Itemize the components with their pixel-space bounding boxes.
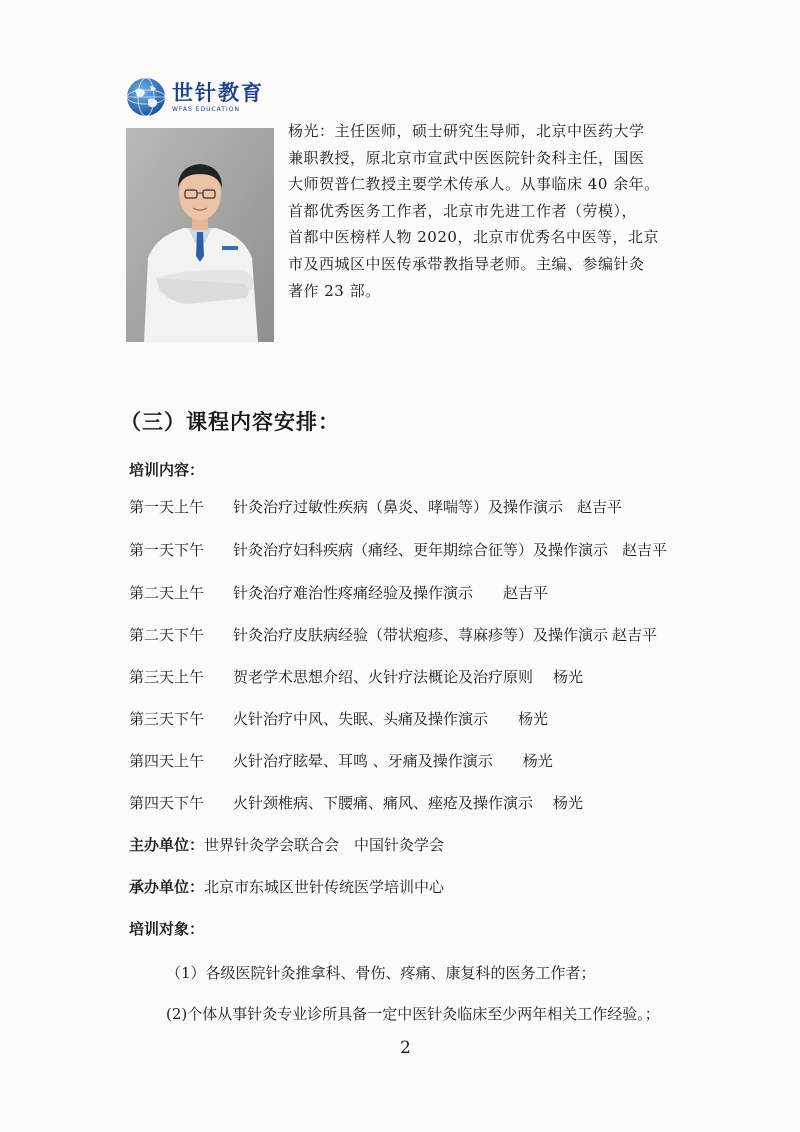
- host-unit: [129, 834, 444, 855]
- schedule-teacher: 赵吉平: [503, 584, 549, 602]
- schedule-topic: 针灸治疗皮肤病经验（带状疱疹、荨麻疹等）及操作演示: [233, 626, 609, 644]
- schedule-teacher: 赵吉平: [612, 626, 658, 644]
- training-content-label: 培训内容：: [129, 461, 205, 479]
- schedule-day: 第三天上午: [129, 668, 205, 686]
- schedule-topic: 针灸治疗难治性疼痛经验及操作演示: [233, 584, 474, 602]
- instructor-bio: [288, 118, 698, 304]
- schedule-topic: 火针治疗眩晕、耳鸣 、牙痛及操作演示: [233, 752, 493, 770]
- schedule-teacher: 杨光: [553, 668, 584, 686]
- bio-line: 大师贺普仁教授主要学术传承人。从事临床 40 余年。: [288, 175, 660, 194]
- wfas-logo: [126, 74, 264, 120]
- schedule-day: 第二天下午: [129, 626, 205, 644]
- schedule-day: 第四天上午: [129, 752, 205, 770]
- schedule-row: [129, 792, 583, 813]
- bio-line: 杨光：主任医师，硕士研究生导师，北京中医药大学: [288, 122, 645, 140]
- bio-line: 首都优秀医务工作者，北京市先进工作者（劳模），: [288, 201, 638, 220]
- bio-line: 著作 23 部。: [288, 281, 381, 300]
- target-audience-label: 培训对象：: [129, 920, 205, 938]
- bio-line: 兼职教授，原北京市宣武中医医院针灸科主任，国医: [288, 148, 645, 167]
- logo-name-cn: 世针教育: [172, 81, 264, 105]
- schedule-topic: 针灸治疗过敏性疾病（鼻炎、哮喘等）及操作演示: [233, 498, 564, 516]
- host-label: 主办单位：: [129, 836, 205, 854]
- schedule-row: [129, 496, 622, 517]
- bio-line: 首都中医榜样人物 2020，北京市优秀名中医等，北京: [288, 228, 659, 247]
- schedule-row: [129, 624, 657, 645]
- schedule-row: [129, 582, 548, 603]
- logo-name-en: WFAS EDUCATION: [172, 106, 240, 113]
- schedule-topic: 贺老学术思想介绍、火针疗法概论及治疗原则: [233, 668, 534, 686]
- schedule-teacher: 赵吉平: [622, 541, 668, 559]
- organizer-label: 承办单位：: [129, 878, 205, 896]
- schedule-day: 第四天下午: [129, 794, 205, 812]
- schedule-teacher: 杨光: [553, 794, 584, 812]
- page-number: 2: [400, 1038, 411, 1058]
- organizer-unit: [129, 876, 444, 897]
- target-item: （1）各级医院针灸推拿科、骨伤、疼痛、康复科的医务工作者；: [166, 964, 596, 982]
- schedule-day: 第三天下午: [129, 710, 205, 728]
- schedule-day: 第二天上午: [129, 584, 205, 602]
- schedule-topic: 火针颈椎病、下腰痛、痛风、痤疮及操作演示: [233, 794, 534, 812]
- schedule-day: 第一天下午: [129, 541, 205, 559]
- schedule-row: [129, 666, 583, 687]
- schedule-teacher: 杨光: [522, 752, 553, 770]
- host-value: 世界针灸学会联合会 中国针灸学会: [204, 836, 445, 854]
- schedule-teacher: 杨光: [518, 710, 549, 728]
- globe-logo-icon: [126, 77, 166, 117]
- target-item: (2)个体从事针灸专业诊所具备一定中医针灸临床至少两年相关工作经验。；: [166, 1005, 660, 1023]
- schedule-row: [129, 750, 553, 771]
- schedule-topic: 针灸治疗妇科疾病（痛经、更年期综合征等）及操作演示: [233, 541, 609, 559]
- schedule-topic: 火针治疗中风、失眠、头痛及操作演示: [233, 710, 489, 728]
- instructor-portrait-photo: [126, 128, 274, 342]
- schedule-row: [129, 539, 667, 560]
- logo-text: [172, 81, 264, 113]
- section-heading: （三）课程内容安排：: [120, 409, 340, 434]
- organizer-value: 北京市东城区世针传统医学培训中心: [204, 878, 445, 896]
- schedule-day: 第一天上午: [129, 498, 205, 516]
- bio-line: 市及西城区中医传承带教指导老师。主编、参编针灸: [288, 254, 645, 273]
- schedule-teacher: 赵吉平: [577, 498, 623, 516]
- schedule-row: [129, 708, 548, 729]
